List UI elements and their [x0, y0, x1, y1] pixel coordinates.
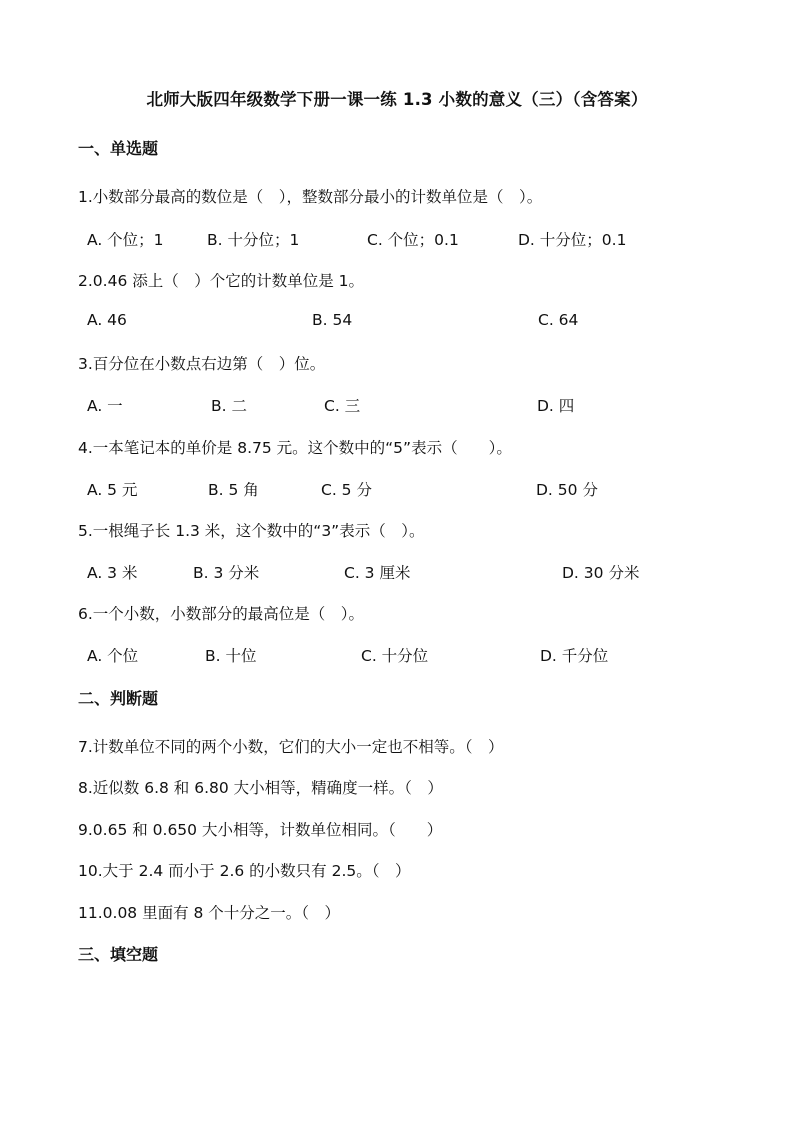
question-4: 4.一本笔记本的单价是 8.75 元。这个数中的“5”表示（ ）。: [78, 439, 512, 457]
question-1-option-a: A. 个位；1: [87, 231, 164, 249]
question-5-option-a: A. 3 米: [87, 564, 138, 582]
document-title: 北师大版四年级数学下册一课一练 1.3 小数的意义（三）（含答案）: [146, 90, 648, 109]
question-6-option-b: B. 十位: [205, 647, 257, 665]
question-1: 1.小数部分最高的数位是（ ），整数部分最小的计数单位是（ ）。: [78, 188, 543, 206]
judgment-10: 10.大于 2.4 而小于 2.6 的小数只有 2.5。（ ）: [78, 862, 411, 880]
question-3-option-a: A. 一: [87, 397, 123, 415]
section-heading-true-false: 二、判断题: [78, 689, 159, 708]
judgment-7: 7.计数单位不同的两个小数，它们的大小一定也不相等。（ ）: [78, 738, 504, 756]
judgment-11: 11.0.08 里面有 8 个十分之一。（ ）: [78, 904, 341, 922]
section-heading-fill-blank: 三、填空题: [78, 945, 159, 964]
question-5-option-b: B. 3 分米: [193, 564, 260, 582]
judgment-8: 8.近似数 6.8 和 6.80 大小相等，精确度一样。（ ）: [78, 779, 443, 797]
question-6-option-a: A. 个位: [87, 647, 139, 665]
question-4-option-d: D. 50 分: [536, 481, 598, 499]
section-heading-single-choice: 一、单选题: [78, 139, 159, 158]
question-2: 2.0.46 添上（ ）个它的计数单位是 1。: [78, 272, 365, 290]
question-5: 5.一根绳子长 1.3 米，这个数中的“3”表示（ ）。: [78, 522, 425, 540]
question-5-option-c: C. 3 厘米: [344, 564, 411, 582]
question-1-option-b: B. 十分位；1: [207, 231, 300, 249]
question-4-option-c: C. 5 分: [321, 481, 372, 499]
question-1-option-d: D. 十分位；0.1: [518, 231, 627, 249]
question-6-option-c: C. 十分位: [361, 647, 429, 665]
question-5-option-d: D. 30 分米: [562, 564, 640, 582]
question-6: 6.一个小数，小数部分的最高位是（ ）。: [78, 605, 365, 623]
question-3-option-b: B. 二: [211, 397, 247, 415]
question-1-option-c: C. 个位；0.1: [367, 231, 459, 249]
question-6-option-d: D. 千分位: [540, 647, 609, 665]
judgment-9: 9.0.65 和 0.650 大小相等，计数单位相同。（ ）: [78, 821, 443, 839]
question-3-option-c: C. 三: [324, 397, 361, 415]
question-4-option-b: B. 5 角: [208, 481, 259, 499]
question-2-option-c: C. 64: [538, 311, 579, 329]
question-2-option-b: B. 54: [312, 311, 353, 329]
question-3: 3.百分位在小数点右边第（ ）位。: [78, 355, 326, 373]
question-4-option-a: A. 5 元: [87, 481, 138, 499]
question-2-option-a: A. 46: [87, 311, 127, 329]
question-3-option-d: D. 四: [537, 397, 575, 415]
